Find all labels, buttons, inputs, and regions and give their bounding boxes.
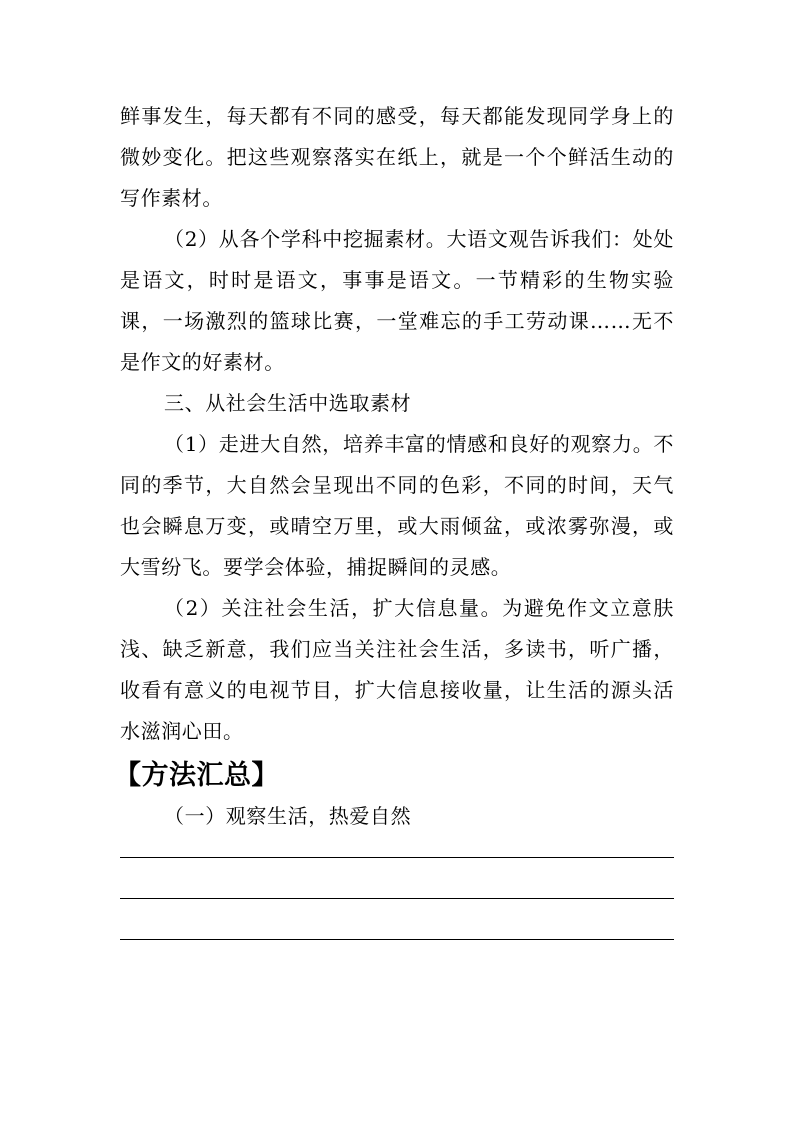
answer-lines bbox=[120, 857, 674, 940]
paragraph-subject-materials: （2）从各个学科中挖掘素材。大语文观告诉我们：处处是语文，时时是语文，事事是语文。一节精彩的生物实验课，一场激烈的篮球比赛，一堂难忘的手工劳动课……无不是作文的好素材。 bbox=[120, 227, 674, 374]
answer-line[interactable] bbox=[120, 857, 674, 858]
answer-line[interactable] bbox=[120, 898, 674, 899]
paragraph-heading-social-life: 三、从社会生活中选取素材 bbox=[164, 391, 412, 415]
section-subheading-observe-life: （一）观察生活，热爱自然 bbox=[164, 804, 412, 828]
section-heading-method-summary: 【方法汇总】 bbox=[114, 760, 279, 791]
paragraph-social-info: （2）关注社会生活，扩大信息量。为避免作文立意肤浅、缺乏新意，我们应当关注社会生活，多读书，听广播，收看有意义的电视节目，扩大信息接收量，让生活的源头活水滋润心田。 bbox=[120, 596, 674, 743]
answer-line[interactable] bbox=[120, 939, 674, 940]
paragraph-continuation: 鲜事发生，每天都有不同的感受，每天都能发现同学身上的微妙变化。把这些观察落实在纸上，就是一个个鲜活生动的写作素材。 bbox=[120, 104, 674, 210]
paragraph-nature: （1）走进大自然，培养丰富的情感和良好的观察力。不同的季节，大自然会呈现出不同的色彩，不同的时间，天气也会瞬息万变，或晴空万里，或大雨倾盆，或浓雾弥漫，或大雪纷飞。要学会体验，捕捉瞬间的灵感。 bbox=[120, 432, 674, 579]
document-page bbox=[114, 96, 674, 980]
